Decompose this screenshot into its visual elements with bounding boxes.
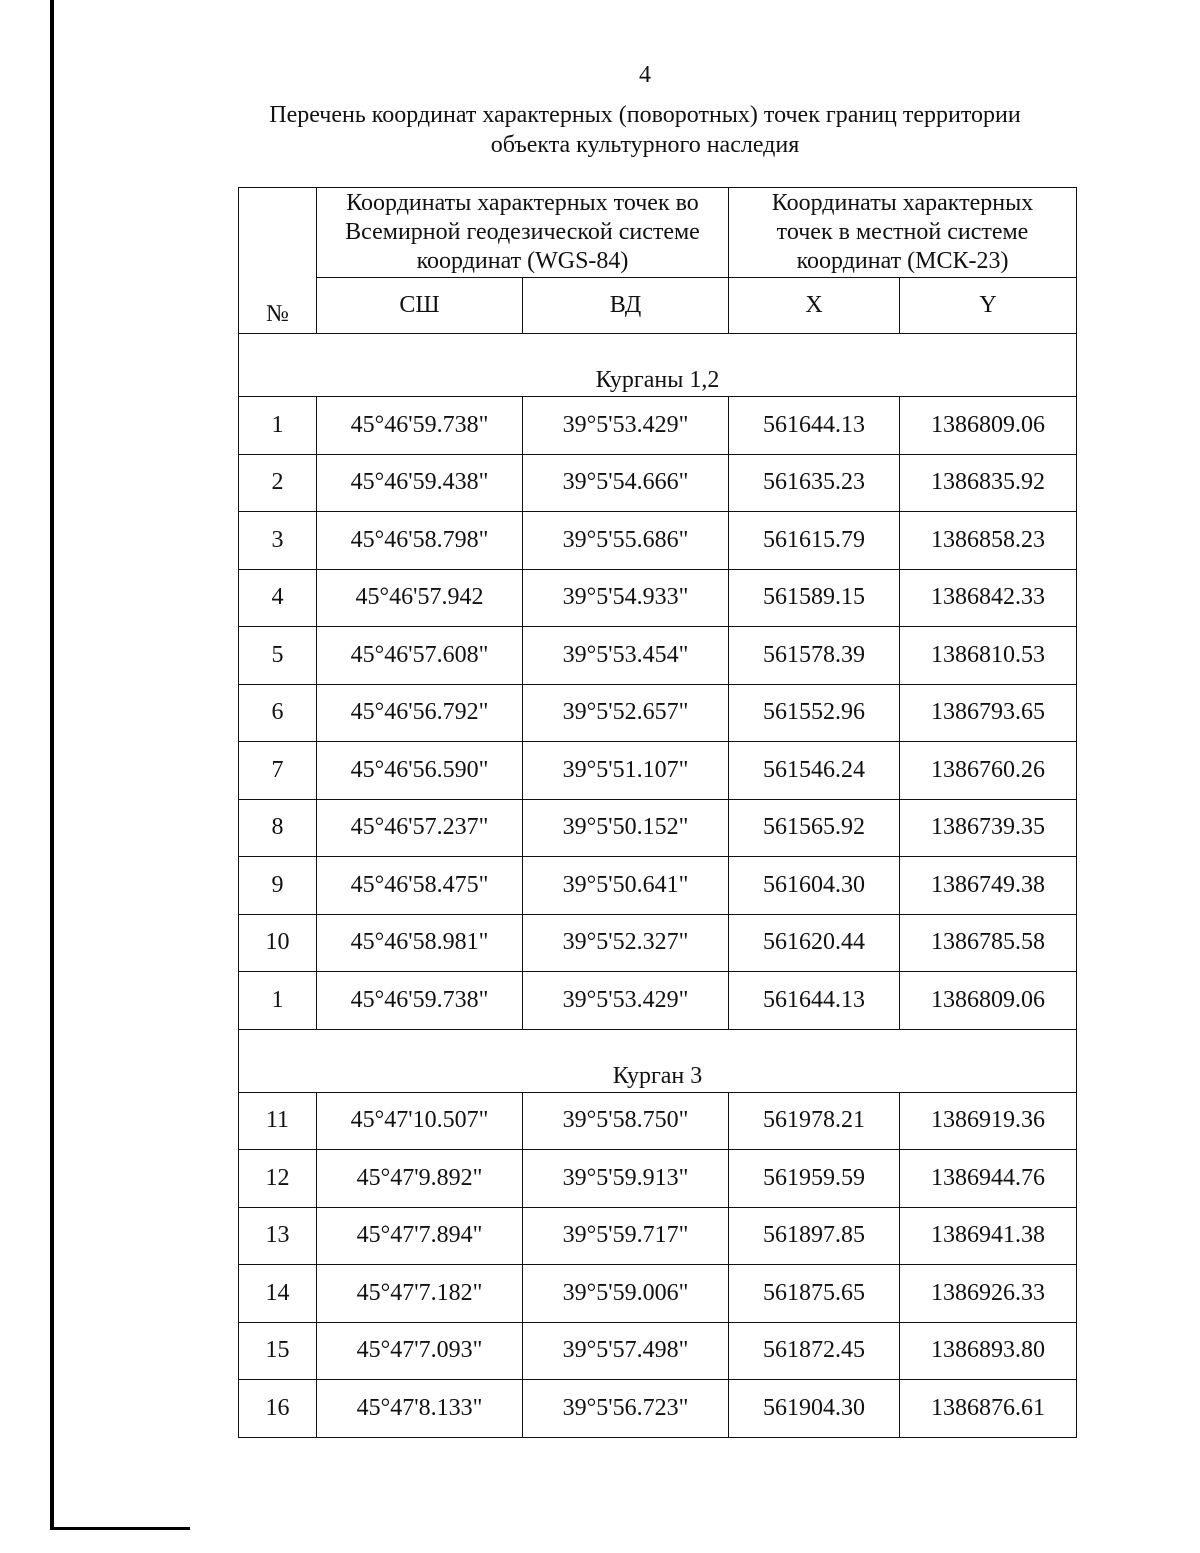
cell-x: 561546.24 [729, 742, 900, 800]
header-wgs84-line-1: Координаты характерных точек во [346, 190, 699, 216]
cell-x: 561565.92 [729, 799, 900, 857]
table-row [239, 627, 1077, 685]
table-row [239, 1265, 1077, 1323]
table-header-row [239, 188, 1077, 278]
cell-point-number: 3 [239, 512, 317, 570]
cell-y: 1386809.06 [900, 397, 1077, 455]
cell-latitude: 45°47'7.894" [317, 1207, 523, 1265]
cell-point-number: 5 [239, 627, 317, 685]
cell-latitude: 45°46'58.798" [317, 512, 523, 570]
cell-x: 561644.13 [729, 397, 900, 455]
cell-latitude: 45°46'59.738" [317, 397, 523, 455]
table-row [239, 569, 1077, 627]
cell-x: 561872.45 [729, 1322, 900, 1380]
table-row [239, 857, 1077, 915]
table-row [239, 799, 1077, 857]
section-row [239, 1029, 1077, 1092]
table-row [239, 397, 1077, 455]
table-row [239, 1150, 1077, 1208]
cell-longitude: 39°5'59.913" [523, 1150, 729, 1208]
header-x: X [729, 278, 900, 334]
cell-point-number: 12 [239, 1150, 317, 1208]
section-title: Курган 3 [239, 1029, 1077, 1092]
cell-y: 1386760.26 [900, 742, 1077, 800]
cell-point-number: 4 [239, 569, 317, 627]
cell-longitude: 39°5'58.750" [523, 1092, 729, 1150]
cell-longitude: 39°5'52.657" [523, 684, 729, 742]
cell-x: 561552.96 [729, 684, 900, 742]
cell-y: 1386893.80 [900, 1322, 1077, 1380]
cell-y: 1386858.23 [900, 512, 1077, 570]
cell-point-number: 14 [239, 1265, 317, 1323]
cell-y: 1386749.38 [900, 857, 1077, 915]
cell-latitude: 45°46'57.942 [317, 569, 523, 627]
cell-x: 561620.44 [729, 914, 900, 972]
cell-x: 561604.30 [729, 857, 900, 915]
cell-longitude: 39°5'57.498" [523, 1322, 729, 1380]
cell-point-number: 7 [239, 742, 317, 800]
cell-y: 1386809.06 [900, 972, 1077, 1030]
cell-latitude: 45°46'59.738" [317, 972, 523, 1030]
cell-longitude: 39°5'53.454" [523, 627, 729, 685]
header-longitude: ВД [523, 278, 729, 334]
table-row [239, 1207, 1077, 1265]
cell-longitude: 39°5'55.686" [523, 512, 729, 570]
cell-longitude: 39°5'52.327" [523, 914, 729, 972]
cell-x: 561578.39 [729, 627, 900, 685]
cell-y: 1386810.53 [900, 627, 1077, 685]
header-latitude: СШ [317, 278, 523, 334]
cell-y: 1386941.38 [900, 1207, 1077, 1265]
cell-longitude: 39°5'56.723" [523, 1380, 729, 1438]
cell-x: 561959.59 [729, 1150, 900, 1208]
table-subheader-row [239, 278, 1077, 334]
cell-y: 1386944.76 [900, 1150, 1077, 1208]
cell-point-number: 6 [239, 684, 317, 742]
cell-latitude: 45°46'57.237" [317, 799, 523, 857]
cell-x: 561644.13 [729, 972, 900, 1030]
cell-latitude: 45°47'9.892" [317, 1150, 523, 1208]
cell-x: 561589.15 [729, 569, 900, 627]
cell-longitude: 39°5'50.152" [523, 799, 729, 857]
cell-y: 1386926.33 [900, 1265, 1077, 1323]
cell-point-number: 9 [239, 857, 317, 915]
cell-latitude: 45°47'7.093" [317, 1322, 523, 1380]
table-row [239, 914, 1077, 972]
cell-y: 1386739.35 [900, 799, 1077, 857]
cell-longitude: 39°5'50.641" [523, 857, 729, 915]
cell-x: 561978.21 [729, 1092, 900, 1150]
cell-y: 1386835.92 [900, 454, 1077, 512]
cell-latitude: 45°47'7.182" [317, 1265, 523, 1323]
cell-latitude: 45°46'59.438" [317, 454, 523, 512]
page-number: 4 [639, 62, 651, 88]
table-row [239, 972, 1077, 1030]
section-row [239, 334, 1077, 397]
cell-longitude: 39°5'54.666" [523, 454, 729, 512]
cell-latitude: 45°47'8.133" [317, 1380, 523, 1438]
cell-point-number: 16 [239, 1380, 317, 1438]
header-msk23-line-3: координат (МСК-23) [796, 248, 1009, 274]
cell-y: 1386876.61 [900, 1380, 1077, 1438]
cell-x: 561875.65 [729, 1265, 900, 1323]
document-title-line-1: Перечень координат характерных (поворотных) точек границ территории [269, 102, 1021, 128]
cell-longitude: 39°5'53.429" [523, 972, 729, 1030]
cell-x: 561897.85 [729, 1207, 900, 1265]
cell-point-number: 1 [239, 397, 317, 455]
document-title-line-2: объекта культурного наследия [490, 132, 800, 158]
document-title [236, 100, 1054, 160]
cell-x: 561635.23 [729, 454, 900, 512]
cell-longitude: 39°5'54.933" [523, 569, 729, 627]
cell-latitude: 45°46'58.475" [317, 857, 523, 915]
header-number: № [239, 188, 317, 334]
cell-latitude: 45°46'56.590" [317, 742, 523, 800]
cell-point-number: 11 [239, 1092, 317, 1150]
table-body [239, 334, 1077, 1438]
cell-longitude: 39°5'59.006" [523, 1265, 729, 1323]
cell-point-number: 2 [239, 454, 317, 512]
cell-latitude: 45°46'56.792" [317, 684, 523, 742]
table-row [239, 512, 1077, 570]
coordinates-table [238, 187, 1077, 1438]
cell-point-number: 15 [239, 1322, 317, 1380]
header-y: Y [900, 278, 1077, 334]
cell-latitude: 45°47'10.507" [317, 1092, 523, 1150]
cell-longitude: 39°5'59.717" [523, 1207, 729, 1265]
header-wgs84-line-2: Всемирной геодезической системе [345, 219, 700, 245]
header-msk23-line-1: Координаты характерных [771, 190, 1034, 216]
cell-point-number: 10 [239, 914, 317, 972]
header-msk23-line-2: точек в местной системе [776, 219, 1029, 245]
cell-point-number: 13 [239, 1207, 317, 1265]
cell-latitude: 45°46'57.608" [317, 627, 523, 685]
table-row [239, 742, 1077, 800]
cell-point-number: 1 [239, 972, 317, 1030]
cell-x: 561615.79 [729, 512, 900, 570]
cell-y: 1386785.58 [900, 914, 1077, 972]
cell-longitude: 39°5'53.429" [523, 397, 729, 455]
scan-edge-left [50, 0, 54, 1530]
cell-latitude: 45°46'58.981" [317, 914, 523, 972]
header-wgs84-group [317, 188, 729, 278]
table-row [239, 1092, 1077, 1150]
cell-point-number: 8 [239, 799, 317, 857]
table-row [239, 684, 1077, 742]
table-row [239, 1380, 1077, 1438]
cell-x: 561904.30 [729, 1380, 900, 1438]
cell-y: 1386842.33 [900, 569, 1077, 627]
scan-edge-bottom [50, 1527, 190, 1530]
table-row [239, 454, 1077, 512]
cell-longitude: 39°5'51.107" [523, 742, 729, 800]
section-title: Курганы 1,2 [239, 334, 1077, 397]
table-row [239, 1322, 1077, 1380]
cell-y: 1386793.65 [900, 684, 1077, 742]
header-msk23-group [729, 188, 1077, 278]
header-wgs84-line-3: координат (WGS-84) [416, 248, 629, 274]
cell-y: 1386919.36 [900, 1092, 1077, 1150]
